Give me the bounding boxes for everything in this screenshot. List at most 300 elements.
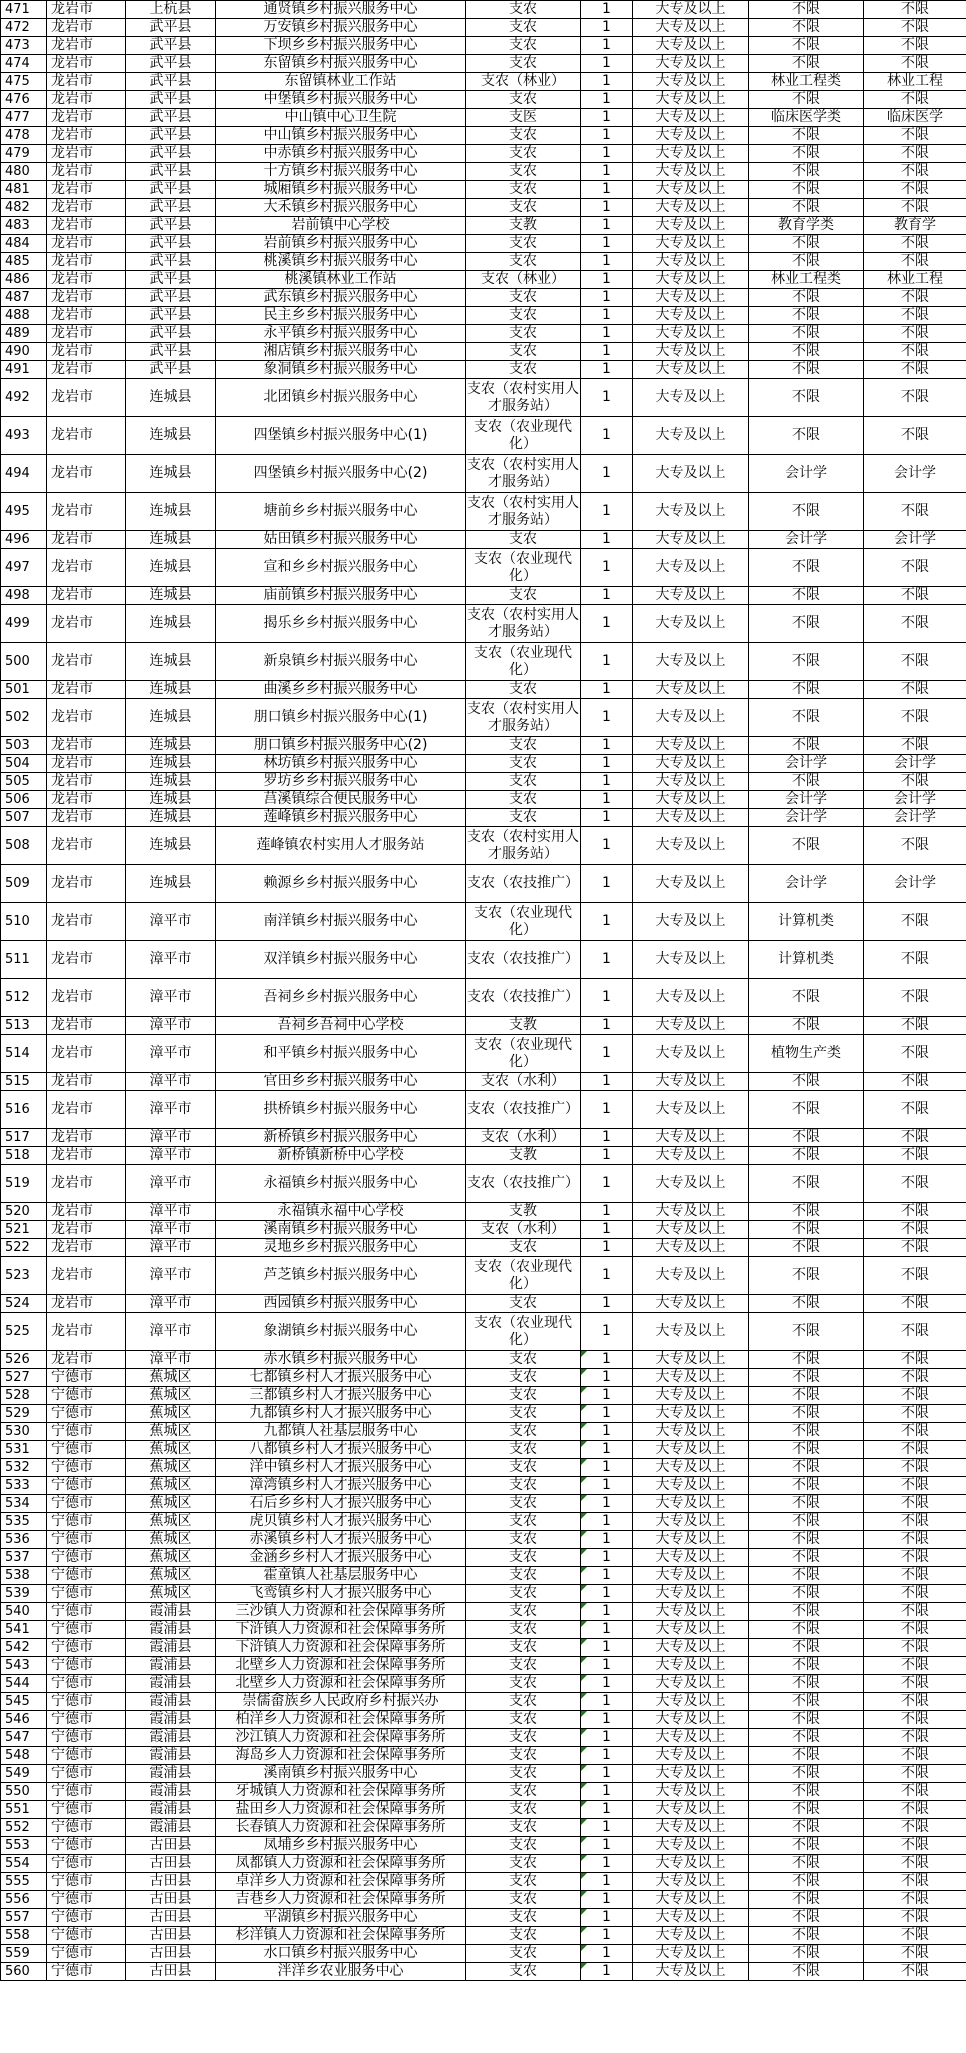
- cell-headcount: 1: [581, 493, 633, 531]
- cell-unit-name: 溪南镇乡村振兴服务中心: [216, 1221, 466, 1239]
- cell-headcount: 1: [581, 791, 633, 809]
- table-row: [1, 809, 966, 827]
- cell-post-type: 支农: [466, 809, 581, 827]
- cell-education: 大专及以上: [633, 493, 749, 531]
- cell-county: 漳平市: [126, 1073, 216, 1091]
- cell-seq-no: 516: [1, 1091, 47, 1129]
- cell-unit-name: 中堡镇乡村振兴服务中心: [216, 91, 466, 109]
- cell-headcount: 1: [581, 217, 633, 235]
- cell-seq-no: 533: [1, 1477, 47, 1495]
- table-row: [1, 91, 966, 109]
- cell-unit-name: 西园镇乡村振兴服务中心: [216, 1295, 466, 1313]
- cell-unit-name: 象洞镇乡村振兴服务中心: [216, 361, 466, 379]
- cell-education: 大专及以上: [633, 941, 749, 979]
- cell-post-type: 支农: [466, 1729, 581, 1747]
- cell-education: 大专及以上: [633, 1221, 749, 1239]
- cell-unit-name: 曲溪乡乡村振兴服务中心: [216, 681, 466, 699]
- cell-major: 不限: [749, 1873, 864, 1891]
- cell-major: 会计学: [749, 455, 864, 493]
- cell-education: 大专及以上: [633, 681, 749, 699]
- cell-seq-no: 492: [1, 379, 47, 417]
- cell-city: 龙岩市: [47, 1257, 126, 1295]
- cell-major-detail: 教育学: [864, 217, 966, 235]
- cell-seq-no: 548: [1, 1747, 47, 1765]
- cell-county: 漳平市: [126, 1017, 216, 1035]
- table-row: [1, 1621, 966, 1639]
- cell-headcount: 1: [581, 343, 633, 361]
- cell-unit-name: 盐田乡人力资源和社会保障事务所: [216, 1801, 466, 1819]
- cell-seq-no: 481: [1, 181, 47, 199]
- cell-post-type: 支农: [466, 1765, 581, 1783]
- cell-major-detail: 不限: [864, 737, 966, 755]
- cell-major: 不限: [749, 1819, 864, 1837]
- cell-headcount: 1: [581, 1295, 633, 1313]
- table-row: [1, 1657, 966, 1675]
- cell-post-type: 支农（农业现代化）: [466, 1035, 581, 1073]
- cell-major: 不限: [749, 1549, 864, 1567]
- cell-unit-name: 十方镇乡村振兴服务中心: [216, 163, 466, 181]
- cell-county: 蕉城区: [126, 1441, 216, 1459]
- cell-major-detail: 不限: [864, 903, 966, 941]
- cell-county: 连城县: [126, 809, 216, 827]
- cell-major: 不限: [749, 181, 864, 199]
- cell-city: 龙岩市: [47, 343, 126, 361]
- cell-post-type: 支农: [466, 235, 581, 253]
- cell-seq-no: 535: [1, 1513, 47, 1531]
- cell-county: 武平县: [126, 343, 216, 361]
- table-row: [1, 903, 966, 941]
- cell-unit-name: 揭乐乡乡村振兴服务中心: [216, 605, 466, 643]
- cell-major-detail: 不限: [864, 1711, 966, 1729]
- cell-major-detail: 不限: [864, 1909, 966, 1927]
- cell-major-detail: 不限: [864, 1035, 966, 1073]
- cell-major-detail: 不限: [864, 1441, 966, 1459]
- cell-education: 大专及以上: [633, 1405, 749, 1423]
- cell-education: 大专及以上: [633, 379, 749, 417]
- cell-major: 林业工程类: [749, 73, 864, 91]
- cell-unit-name: 石后乡乡村人才振兴服务中心: [216, 1495, 466, 1513]
- cell-unit-name: 灵地乡乡村振兴服务中心: [216, 1239, 466, 1257]
- cell-post-type: 支教: [466, 1203, 581, 1221]
- cell-education: 大专及以上: [633, 1017, 749, 1035]
- cell-major-detail: 不限: [864, 1091, 966, 1129]
- cell-unit-name: 永平镇乡村振兴服务中心: [216, 325, 466, 343]
- cell-county: 连城县: [126, 455, 216, 493]
- cell-city: 龙岩市: [47, 55, 126, 73]
- cell-seq-no: 495: [1, 493, 47, 531]
- cell-headcount: 1: [581, 1513, 633, 1531]
- cell-county: 连城县: [126, 865, 216, 903]
- cell-post-type: 支农: [466, 1441, 581, 1459]
- cell-county: 古田县: [126, 1927, 216, 1945]
- table-row: [1, 1891, 966, 1909]
- cell-headcount: 1: [581, 1873, 633, 1891]
- cell-education: 大专及以上: [633, 217, 749, 235]
- cell-city: 龙岩市: [47, 1165, 126, 1203]
- cell-city: 龙岩市: [47, 1129, 126, 1147]
- cell-education: 大专及以上: [633, 1693, 749, 1711]
- cell-seq-no: 539: [1, 1585, 47, 1603]
- cell-county: 武平县: [126, 181, 216, 199]
- cell-major: 不限: [749, 1441, 864, 1459]
- cell-city: 宁德市: [47, 1837, 126, 1855]
- cell-unit-name: 下坝乡乡村振兴服务中心: [216, 37, 466, 55]
- cell-city: 龙岩市: [47, 773, 126, 791]
- cell-education: 大专及以上: [633, 865, 749, 903]
- table-row: [1, 1873, 966, 1891]
- table-row: [1, 979, 966, 1017]
- cell-headcount: 1: [581, 1963, 633, 1981]
- cell-unit-name: 北团镇乡村振兴服务中心: [216, 379, 466, 417]
- table-row: [1, 755, 966, 773]
- cell-post-type: 支农: [466, 773, 581, 791]
- cell-seq-no: 521: [1, 1221, 47, 1239]
- table-row: [1, 791, 966, 809]
- cell-county: 连城县: [126, 791, 216, 809]
- cell-unit-name: 赤水镇乡村振兴服务中心: [216, 1351, 466, 1369]
- cell-post-type: 支农: [466, 289, 581, 307]
- cell-county: 漳平市: [126, 1351, 216, 1369]
- cell-major-detail: 不限: [864, 1837, 966, 1855]
- cell-education: 大专及以上: [633, 253, 749, 271]
- cell-major: 不限: [749, 1257, 864, 1295]
- cell-education: 大专及以上: [633, 1369, 749, 1387]
- cell-city: 龙岩市: [47, 109, 126, 127]
- cell-seq-no: 502: [1, 699, 47, 737]
- cell-city: 龙岩市: [47, 325, 126, 343]
- cell-major: 不限: [749, 1909, 864, 1927]
- cell-seq-no: 505: [1, 773, 47, 791]
- cell-seq-no: 530: [1, 1423, 47, 1441]
- cell-unit-name: 中山镇中心卫生院: [216, 109, 466, 127]
- cell-headcount: 1: [581, 1477, 633, 1495]
- cell-city: 龙岩市: [47, 253, 126, 271]
- cell-city: 龙岩市: [47, 181, 126, 199]
- cell-education: 大专及以上: [633, 1313, 749, 1351]
- table-row: [1, 1035, 966, 1073]
- cell-headcount: 1: [581, 145, 633, 163]
- table-row: [1, 1477, 966, 1495]
- cell-unit-name: 溪南镇乡村振兴服务中心: [216, 1765, 466, 1783]
- cell-headcount: 1: [581, 235, 633, 253]
- cell-city: 宁德市: [47, 1639, 126, 1657]
- cell-seq-no: 499: [1, 605, 47, 643]
- cell-county: 漳平市: [126, 1035, 216, 1073]
- cell-headcount: 1: [581, 379, 633, 417]
- cell-post-type: 支农: [466, 145, 581, 163]
- cell-education: 大专及以上: [633, 1387, 749, 1405]
- cell-unit-name: 洋中镇乡村人才振兴服务中心: [216, 1459, 466, 1477]
- cell-county: 武平县: [126, 127, 216, 145]
- cell-city: 宁德市: [47, 1657, 126, 1675]
- cell-education: 大专及以上: [633, 1657, 749, 1675]
- cell-education: 大专及以上: [633, 343, 749, 361]
- cell-major-detail: 不限: [864, 1203, 966, 1221]
- cell-headcount: 1: [581, 1549, 633, 1567]
- cell-major: 不限: [749, 1783, 864, 1801]
- cell-unit-name: 朋口镇乡村振兴服务中心(1): [216, 699, 466, 737]
- cell-major: 计算机类: [749, 903, 864, 941]
- cell-county: 武平县: [126, 271, 216, 289]
- cell-city: 龙岩市: [47, 699, 126, 737]
- cell-unit-name: 大禾镇乡村振兴服务中心: [216, 199, 466, 217]
- cell-county: 武平县: [126, 163, 216, 181]
- cell-unit-name: 吉巷乡人力资源和社会保障事务所: [216, 1891, 466, 1909]
- cell-major-detail: 不限: [864, 1927, 966, 1945]
- cell-seq-no: 501: [1, 681, 47, 699]
- cell-headcount: 1: [581, 1567, 633, 1585]
- cell-county: 武平县: [126, 109, 216, 127]
- cell-county: 漳平市: [126, 1221, 216, 1239]
- cell-major-detail: 不限: [864, 1295, 966, 1313]
- cell-county: 连城县: [126, 681, 216, 699]
- cell-unit-name: 岩前镇中心学校: [216, 217, 466, 235]
- table-row: [1, 1091, 966, 1129]
- cell-major: 不限: [749, 127, 864, 145]
- cell-unit-name: 吾祠乡乡村振兴服务中心: [216, 979, 466, 1017]
- cell-major-detail: 不限: [864, 1531, 966, 1549]
- table-row: [1, 1963, 966, 1981]
- cell-post-type: 支农: [466, 1873, 581, 1891]
- cell-seq-no: 480: [1, 163, 47, 181]
- table-row: [1, 773, 966, 791]
- cell-city: 龙岩市: [47, 145, 126, 163]
- cell-post-type: 支农: [466, 325, 581, 343]
- cell-major: 林业工程类: [749, 271, 864, 289]
- cell-education: 大专及以上: [633, 163, 749, 181]
- cell-unit-name: 八都镇乡村人才振兴服务中心: [216, 1441, 466, 1459]
- cell-county: 连城县: [126, 493, 216, 531]
- table-row: [1, 1239, 966, 1257]
- cell-unit-name: 长春镇人力资源和社会保障事务所: [216, 1819, 466, 1837]
- cell-seq-no: 509: [1, 865, 47, 903]
- cell-headcount: 1: [581, 549, 633, 587]
- cell-county: 霞浦县: [126, 1711, 216, 1729]
- cell-county: 武平县: [126, 91, 216, 109]
- cell-county: 古田县: [126, 1855, 216, 1873]
- cell-post-type: 支教: [466, 1017, 581, 1035]
- cell-major: 不限: [749, 1675, 864, 1693]
- cell-post-type: 支农: [466, 1909, 581, 1927]
- cell-education: 大专及以上: [633, 1837, 749, 1855]
- cell-seq-no: 475: [1, 73, 47, 91]
- cell-major: 不限: [749, 91, 864, 109]
- cell-county: 武平县: [126, 325, 216, 343]
- cell-major-detail: 不限: [864, 1819, 966, 1837]
- table-row: [1, 1639, 966, 1657]
- cell-unit-name: 凤埔乡乡村振兴服务中心: [216, 1837, 466, 1855]
- cell-seq-no: 471: [1, 1, 47, 19]
- cell-post-type: 支农: [466, 1369, 581, 1387]
- cell-major-detail: 不限: [864, 1567, 966, 1585]
- cell-city: 龙岩市: [47, 307, 126, 325]
- table-row: [1, 865, 966, 903]
- cell-seq-no: 486: [1, 271, 47, 289]
- cell-county: 霞浦县: [126, 1783, 216, 1801]
- cell-major-detail: 会计学: [864, 865, 966, 903]
- cell-seq-no: 524: [1, 1295, 47, 1313]
- cell-education: 大专及以上: [633, 1891, 749, 1909]
- cell-education: 大专及以上: [633, 1585, 749, 1603]
- cell-major-detail: 不限: [864, 941, 966, 979]
- table-row: [1, 1747, 966, 1765]
- cell-city: 龙岩市: [47, 681, 126, 699]
- cell-headcount: 1: [581, 109, 633, 127]
- cell-headcount: 1: [581, 587, 633, 605]
- cell-major: 不限: [749, 1693, 864, 1711]
- cell-city: 宁德市: [47, 1513, 126, 1531]
- cell-city: 龙岩市: [47, 1017, 126, 1035]
- cell-education: 大专及以上: [633, 699, 749, 737]
- cell-major: 临床医学类: [749, 109, 864, 127]
- cell-post-type: 支农: [466, 1513, 581, 1531]
- cell-major-detail: 不限: [864, 587, 966, 605]
- cell-city: 宁德市: [47, 1585, 126, 1603]
- cell-unit-name: 宣和乡乡村振兴服务中心: [216, 549, 466, 587]
- cell-headcount: 1: [581, 1017, 633, 1035]
- cell-headcount: 1: [581, 1729, 633, 1747]
- cell-city: 龙岩市: [47, 549, 126, 587]
- cell-major-detail: 不限: [864, 1765, 966, 1783]
- table-row: [1, 199, 966, 217]
- cell-major: 会计学: [749, 865, 864, 903]
- cell-unit-name: 霍童镇人社基层服务中心: [216, 1567, 466, 1585]
- cell-education: 大专及以上: [633, 1963, 749, 1981]
- cell-unit-name: 桃溪镇林业工作站: [216, 271, 466, 289]
- table-row: [1, 1585, 966, 1603]
- cell-unit-name: 永福镇乡村振兴服务中心: [216, 1165, 466, 1203]
- cell-major: 教育学类: [749, 217, 864, 235]
- cell-city: 龙岩市: [47, 791, 126, 809]
- cell-post-type: 支农: [466, 199, 581, 217]
- table-row: [1, 1257, 966, 1295]
- cell-city: 龙岩市: [47, 643, 126, 681]
- table-row: [1, 1387, 966, 1405]
- cell-post-type: 支农（农业现代化）: [466, 549, 581, 587]
- cell-post-type: 支农（水利）: [466, 1073, 581, 1091]
- cell-seq-no: 544: [1, 1675, 47, 1693]
- cell-unit-name: 吾祠乡吾祠中心学校: [216, 1017, 466, 1035]
- cell-headcount: 1: [581, 1531, 633, 1549]
- cell-major: 计算机类: [749, 941, 864, 979]
- cell-education: 大专及以上: [633, 1035, 749, 1073]
- cell-city: 龙岩市: [47, 1147, 126, 1165]
- cell-major: 不限: [749, 1891, 864, 1909]
- table-row: [1, 1927, 966, 1945]
- cell-city: 龙岩市: [47, 455, 126, 493]
- cell-post-type: 支农（农业现代化）: [466, 417, 581, 455]
- cell-unit-name: 泮洋乡农业服务中心: [216, 1963, 466, 1981]
- cell-major-detail: 不限: [864, 1783, 966, 1801]
- cell-education: 大专及以上: [633, 979, 749, 1017]
- cell-unit-name: 牙城镇人力资源和社会保障事务所: [216, 1783, 466, 1801]
- table-row: [1, 1423, 966, 1441]
- cell-city: 宁德市: [47, 1945, 126, 1963]
- cell-city: 龙岩市: [47, 809, 126, 827]
- cell-major: 不限: [749, 1, 864, 19]
- table-row: [1, 587, 966, 605]
- cell-headcount: 1: [581, 1129, 633, 1147]
- cell-education: 大专及以上: [633, 1495, 749, 1513]
- cell-post-type: 支农: [466, 1295, 581, 1313]
- cell-education: 大专及以上: [633, 549, 749, 587]
- cell-unit-name: 湘店镇乡村振兴服务中心: [216, 343, 466, 361]
- cell-major: 植物生产类: [749, 1035, 864, 1073]
- cell-headcount: 1: [581, 325, 633, 343]
- cell-major: 不限: [749, 773, 864, 791]
- cell-city: 龙岩市: [47, 271, 126, 289]
- table-row: [1, 1441, 966, 1459]
- cell-county: 蕉城区: [126, 1531, 216, 1549]
- table-row: [1, 253, 966, 271]
- cell-major: 不限: [749, 737, 864, 755]
- cell-major-detail: 不限: [864, 417, 966, 455]
- cell-unit-name: 莲峰镇乡村振兴服务中心: [216, 809, 466, 827]
- cell-education: 大专及以上: [633, 1295, 749, 1313]
- cell-unit-name: 东留镇乡村振兴服务中心: [216, 55, 466, 73]
- cell-unit-name: 东留镇林业工作站: [216, 73, 466, 91]
- cell-post-type: 支农: [466, 1819, 581, 1837]
- cell-major: 不限: [749, 605, 864, 643]
- cell-education: 大专及以上: [633, 1129, 749, 1147]
- cell-major-detail: 不限: [864, 1675, 966, 1693]
- cell-major: 不限: [749, 37, 864, 55]
- cell-city: 宁德市: [47, 1693, 126, 1711]
- cell-major: 不限: [749, 1165, 864, 1203]
- cell-seq-no: 473: [1, 37, 47, 55]
- cell-major-detail: 不限: [864, 681, 966, 699]
- cell-city: 龙岩市: [47, 903, 126, 941]
- cell-seq-no: 556: [1, 1891, 47, 1909]
- table-row: [1, 737, 966, 755]
- cell-major: 会计学: [749, 809, 864, 827]
- cell-major-detail: 不限: [864, 1801, 966, 1819]
- table-row: [1, 361, 966, 379]
- cell-headcount: 1: [581, 1747, 633, 1765]
- cell-major-detail: 不限: [864, 1585, 966, 1603]
- cell-unit-name: 罗坊乡乡村振兴服务中心: [216, 773, 466, 791]
- cell-city: 宁德市: [47, 1387, 126, 1405]
- cell-post-type: 支农: [466, 37, 581, 55]
- cell-city: 龙岩市: [47, 587, 126, 605]
- cell-seq-no: 559: [1, 1945, 47, 1963]
- cell-education: 大专及以上: [633, 199, 749, 217]
- cell-major-detail: 不限: [864, 1147, 966, 1165]
- cell-city: 龙岩市: [47, 737, 126, 755]
- cell-county: 蕉城区: [126, 1585, 216, 1603]
- cell-major: 不限: [749, 1585, 864, 1603]
- cell-seq-no: 543: [1, 1657, 47, 1675]
- cell-county: 霞浦县: [126, 1621, 216, 1639]
- cell-education: 大专及以上: [633, 587, 749, 605]
- cell-unit-name: 南洋镇乡村振兴服务中心: [216, 903, 466, 941]
- cell-seq-no: 529: [1, 1405, 47, 1423]
- cell-post-type: 支农: [466, 91, 581, 109]
- cell-major-detail: 不限: [864, 91, 966, 109]
- cell-county: 连城县: [126, 827, 216, 865]
- cell-headcount: 1: [581, 19, 633, 37]
- cell-education: 大专及以上: [633, 1729, 749, 1747]
- cell-major-detail: 不限: [864, 37, 966, 55]
- cell-major-detail: 不限: [864, 1657, 966, 1675]
- cell-county: 霞浦县: [126, 1747, 216, 1765]
- cell-city: 龙岩市: [47, 605, 126, 643]
- cell-major-detail: 不限: [864, 979, 966, 1017]
- cell-headcount: 1: [581, 1257, 633, 1295]
- table-row: [1, 941, 966, 979]
- cell-major: 不限: [749, 145, 864, 163]
- cell-county: 漳平市: [126, 1313, 216, 1351]
